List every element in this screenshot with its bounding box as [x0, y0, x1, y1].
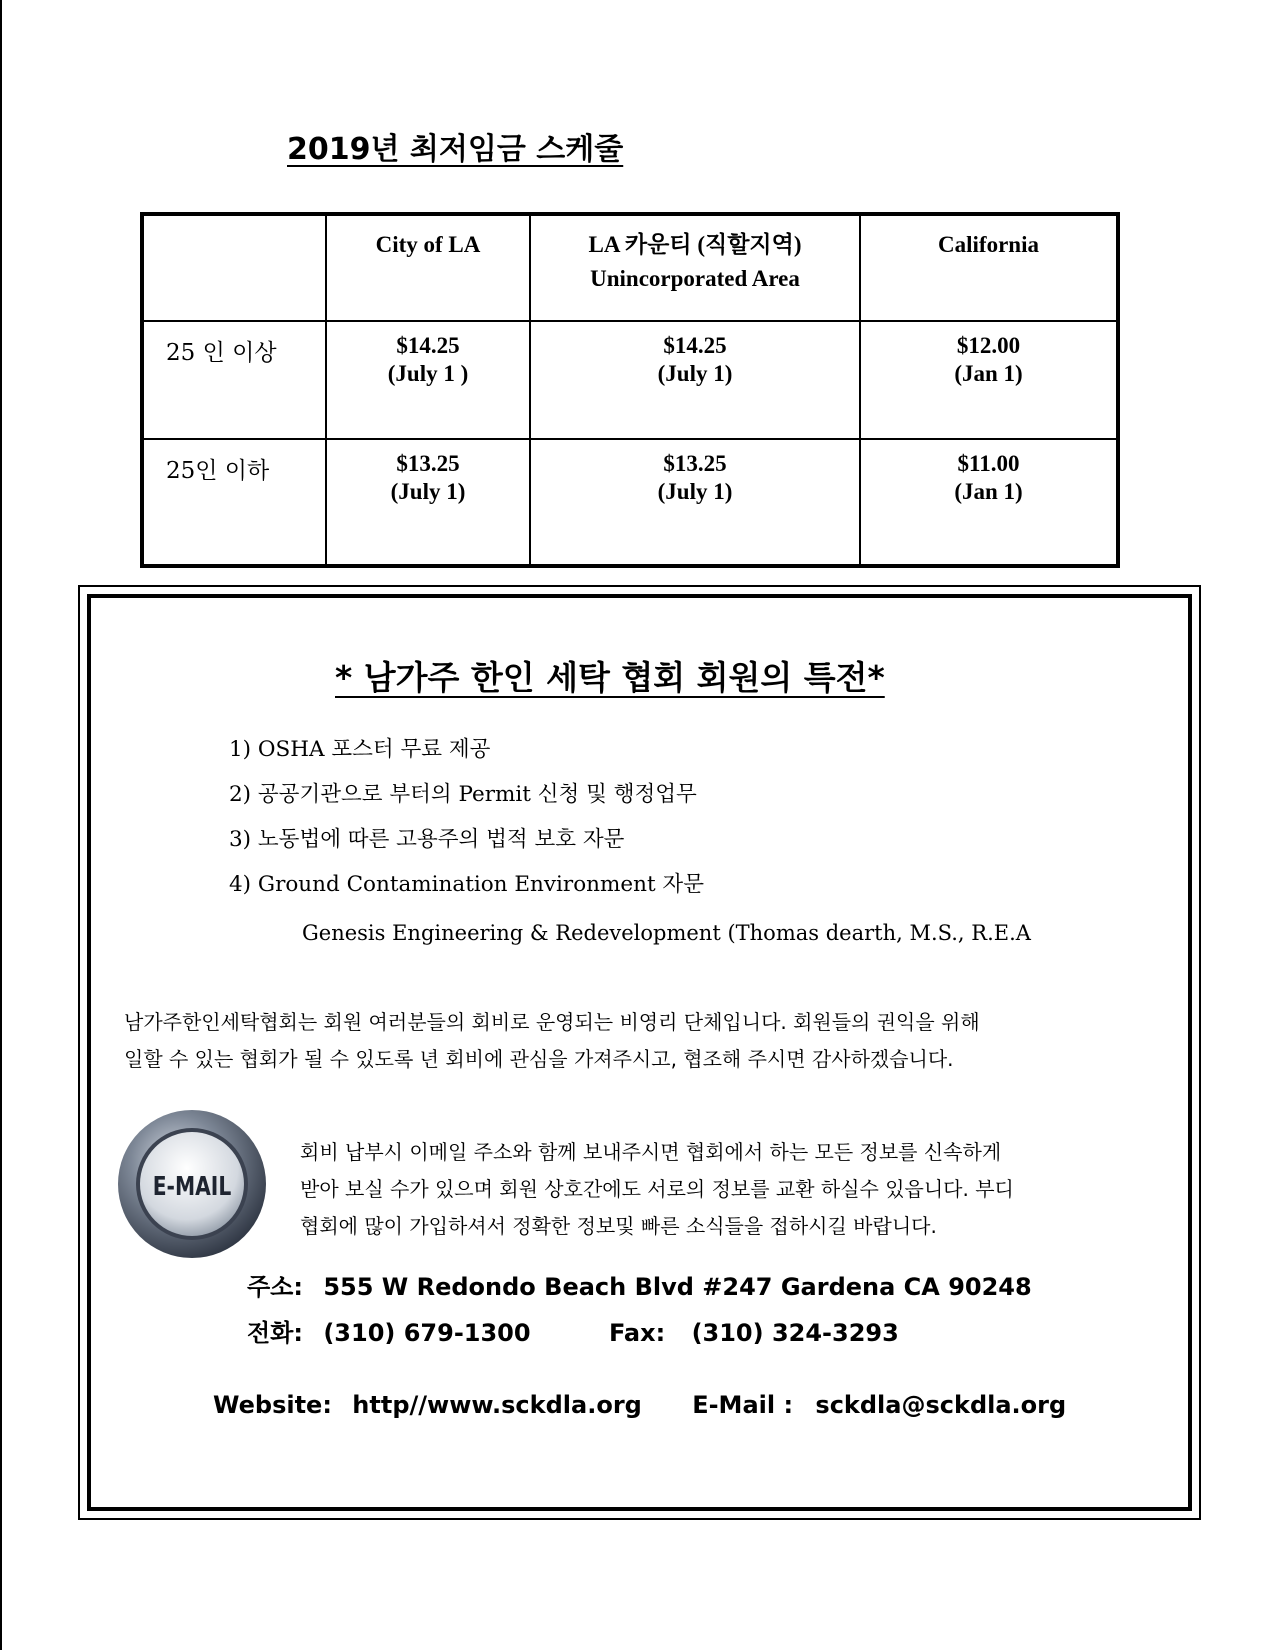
wage-amount: $14.25 [663, 333, 727, 358]
address-value: 555 W Redondo Beach Blvd #247 Gardena CA 90248 [323, 1273, 1032, 1301]
cell-california [860, 439, 1118, 566]
header-california: California [860, 214, 1118, 321]
effective-date: (July 1) [657, 361, 733, 386]
header-la-county-line1: LA 카운티 (직할지역) [588, 232, 802, 257]
list-item: 4) Ground Contamination Environment 자문 [229, 872, 704, 897]
wage-amount: $11.00 [957, 451, 1020, 476]
cell-california [860, 321, 1118, 439]
phone-label: 전화: [247, 1319, 303, 1347]
table-row [142, 439, 1118, 566]
left-margin-rule [0, 0, 2, 1650]
email-notice-line: 회비 납부시 이메일 주소와 함께 보내주시면 협회에서 하는 모든 정보를 신속하게 [300, 1140, 1002, 1164]
wage-amount: $12.00 [956, 333, 1021, 358]
cell-city-la [326, 439, 530, 566]
email-notice [300, 1134, 1180, 1245]
wage-amount: $13.25 [663, 451, 727, 476]
email-icon [115, 1107, 269, 1261]
list-item: 2) 공공기관으로 부터의 Permit 신청 및 행정업무 [229, 782, 697, 807]
minimum-wage-table [140, 212, 1120, 568]
header-la-county-line2: Unincorporated Area [590, 266, 800, 291]
phone-value: (310) 679-1300 [323, 1319, 531, 1347]
row-label: 25 인 이상 [142, 321, 326, 439]
intro-line: 일할 수 있는 협회가 될 수 있도록 년 회비에 관심을 가져주시고, 협조해 주시면 감사하겠습니다. [124, 1047, 954, 1071]
table-row [142, 321, 1118, 439]
web-email-line [213, 1391, 1066, 1419]
header-empty-cell [142, 214, 326, 321]
effective-date: (Jan 1) [954, 479, 1023, 504]
benefits-title: * 남가주 한인 세탁 협회 회원의 특전* [335, 658, 885, 697]
email-notice-line: 협회에 많이 가입하셔서 정확한 정보및 빠른 소식들을 접하시길 바랍니다. [300, 1214, 937, 1238]
website-link[interactable]: http//www.sckdla.org [352, 1391, 642, 1419]
wage-amount: $13.25 [396, 451, 460, 476]
address-label: 주소: [247, 1273, 303, 1301]
header-la-county [530, 214, 860, 321]
fax-value: (310) 324-3293 [691, 1319, 899, 1347]
effective-date: (Jan 1) [954, 361, 1023, 386]
cell-la-county [530, 321, 860, 439]
wage-schedule-title: 2019년 최저임금 스케줄 [287, 132, 624, 167]
effective-date: (July 1) [390, 479, 466, 504]
header-city-la: City of LA [326, 214, 530, 321]
intro-line: 남가주한인세탁협회는 회원 여러분들의 회비로 운영되는 비영리 단체입니다. 회원들의 권익을 위해 [124, 1010, 980, 1034]
list-item: 1) OSHA 포스터 무료 제공 [229, 737, 491, 762]
email-notice-line: 받아 보실 수가 있으며 회원 상호간에도 서로의 정보를 교환 하실수 있읍니다. 부디 [300, 1177, 1014, 1201]
cell-la-county [530, 439, 860, 566]
address-line [247, 1267, 1032, 1302]
effective-date: (July 1 ) [387, 361, 469, 386]
table-header-row [142, 214, 1118, 321]
phone-fax-line [247, 1313, 899, 1348]
association-intro [124, 1004, 1174, 1078]
website-label: Website: [213, 1391, 332, 1419]
email-label: E-Mail : [692, 1391, 794, 1419]
list-item: 3) 노동법에 따른 고용주의 법적 보호 자문 [229, 827, 625, 852]
fax-label: Fax: [608, 1319, 666, 1347]
benefit-sub-item: Genesis Engineering & Redevelopment (Thomas dearth, M.S., R.E.A [302, 921, 1031, 945]
email-icon-label: E-MAIL [152, 1171, 232, 1202]
cell-city-la [326, 321, 530, 439]
benefits-list [229, 735, 704, 915]
email-link[interactable]: sckdla@sckdla.org [815, 1391, 1067, 1419]
wage-amount: $14.25 [396, 333, 460, 358]
effective-date: (July 1) [657, 479, 733, 504]
row-label: 25인 이하 [142, 439, 326, 566]
